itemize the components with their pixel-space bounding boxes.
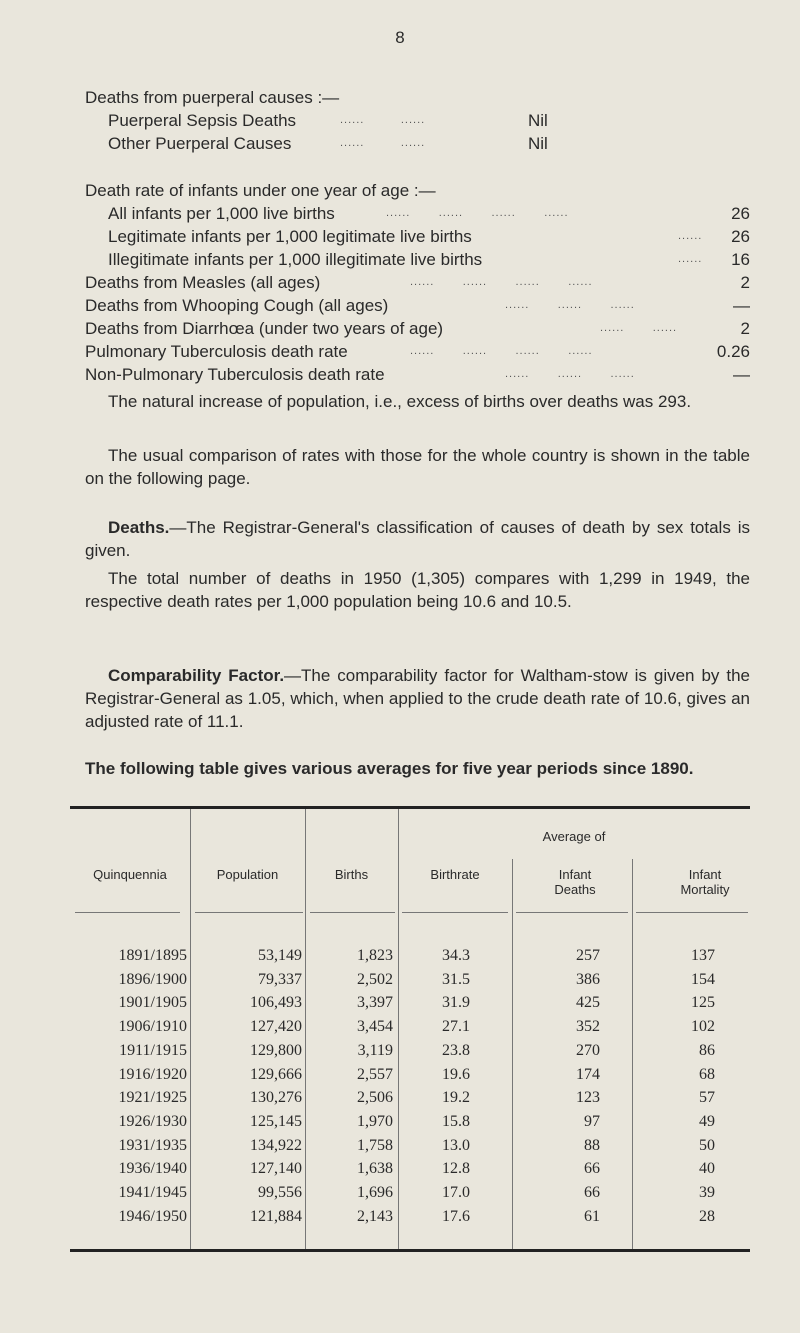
table-cell: 2,143 bbox=[357, 1207, 393, 1225]
column-header: Population bbox=[216, 867, 279, 882]
table-cell: 1916/1920 bbox=[118, 1065, 187, 1083]
item-value: 2 bbox=[740, 319, 750, 338]
table-row bbox=[70, 991, 750, 1014]
item-label: Other Puerperal Causes bbox=[108, 134, 292, 153]
table-cell: 19.6 bbox=[442, 1065, 470, 1083]
infant-rate-heading: Death rate of infants under one year of age :— bbox=[85, 181, 436, 200]
item-value: — bbox=[733, 365, 750, 384]
paragraph-text: The usual comparison of rates with those for the whole country is shown in the table on the following page. bbox=[85, 446, 750, 488]
table-row bbox=[70, 1134, 750, 1157]
table-cell: 121,884 bbox=[250, 1207, 302, 1225]
table-cell: 1896/1900 bbox=[118, 970, 187, 988]
list-item bbox=[85, 317, 750, 340]
table-cell: 1,638 bbox=[357, 1160, 393, 1178]
table-cell: 1,970 bbox=[357, 1112, 393, 1130]
table-cell: 1946/1950 bbox=[118, 1207, 187, 1225]
column-header: Births bbox=[334, 867, 369, 882]
rule bbox=[195, 912, 303, 913]
page-number: 8 bbox=[395, 28, 405, 47]
table-cell: 97 bbox=[584, 1112, 600, 1130]
table-cell: 3,119 bbox=[357, 1041, 393, 1059]
table-cell: 1936/1940 bbox=[118, 1160, 187, 1178]
item-label: Illegitimate infants per 1,000 illegitimate live births bbox=[108, 250, 483, 269]
rule bbox=[75, 912, 180, 913]
paragraph-text: The natural increase of population, i.e., excess of births over deaths was 293. bbox=[108, 392, 692, 411]
table-cell: 154 bbox=[691, 970, 715, 988]
item-value: — bbox=[733, 296, 750, 315]
paragraph bbox=[85, 664, 750, 733]
table-cell: 79,337 bbox=[258, 970, 302, 988]
leader-dots: ...... ...... bbox=[600, 322, 678, 334]
table-cell: 31.9 bbox=[442, 994, 470, 1012]
table-row bbox=[70, 1157, 750, 1180]
table-cell: 23.8 bbox=[442, 1041, 470, 1059]
table-cell: 2,506 bbox=[357, 1089, 393, 1107]
table-cell: 129,666 bbox=[250, 1065, 302, 1083]
table-cell: 127,140 bbox=[250, 1160, 302, 1178]
table-cell: 31.5 bbox=[442, 970, 470, 988]
item-value: 0.26 bbox=[716, 342, 750, 361]
table-cell: 123 bbox=[576, 1089, 600, 1107]
table-cell: 125 bbox=[691, 994, 715, 1012]
table-cell: 40 bbox=[699, 1160, 715, 1178]
item-value: 26 bbox=[731, 227, 750, 246]
table-cell: 28 bbox=[699, 1207, 715, 1225]
table-cell: 13.0 bbox=[442, 1136, 470, 1154]
list-item bbox=[108, 132, 750, 155]
item-label: Legitimate infants per 1,000 legitimate live births bbox=[108, 227, 472, 246]
column-header: Infant Deaths bbox=[554, 867, 596, 897]
table-cell: 352 bbox=[576, 1018, 600, 1036]
paragraph bbox=[85, 516, 750, 562]
table-row bbox=[70, 1039, 750, 1062]
rule bbox=[402, 912, 508, 913]
table-caption: The following table gives various averages for five year periods since 1890. bbox=[85, 759, 694, 778]
rule bbox=[310, 912, 395, 913]
item-label: Deaths from Whooping Cough (all ages) bbox=[85, 296, 389, 315]
table-cell: 386 bbox=[576, 970, 600, 988]
table-cell: 1941/1945 bbox=[118, 1184, 187, 1201]
table-cell: 1901/1905 bbox=[118, 994, 187, 1012]
table-cell: 53,149 bbox=[258, 947, 302, 964]
table-cell: 66 bbox=[584, 1184, 600, 1201]
table-cell: 2,557 bbox=[357, 1065, 393, 1083]
column-header: Infant Mortality bbox=[680, 867, 730, 897]
table-cell: 12.8 bbox=[442, 1160, 470, 1178]
table-row bbox=[70, 968, 750, 991]
table-cell: 1,823 bbox=[357, 947, 393, 964]
leader-dots: ...... ...... ...... ...... bbox=[386, 207, 569, 219]
rule bbox=[516, 912, 628, 913]
table-cell: 68 bbox=[699, 1065, 715, 1083]
list-item bbox=[85, 294, 750, 317]
list-item bbox=[108, 109, 750, 132]
table-cell: 88 bbox=[584, 1136, 600, 1154]
table-row bbox=[70, 1015, 750, 1038]
item-value: 2 bbox=[740, 273, 750, 292]
item-value: 16 bbox=[731, 250, 750, 269]
group-header: Average of bbox=[542, 829, 606, 844]
column-header: Birthrate bbox=[430, 867, 480, 882]
table-cell: 49 bbox=[699, 1112, 715, 1130]
table-cell: 34.3 bbox=[442, 947, 470, 964]
table-cell: 39 bbox=[699, 1184, 715, 1201]
table-row bbox=[70, 944, 750, 967]
table-cell: 27.1 bbox=[442, 1018, 470, 1036]
table-cell: 257 bbox=[576, 947, 600, 964]
leader-dots: ...... bbox=[678, 253, 703, 265]
averages-table bbox=[70, 806, 750, 1252]
table-cell: 15.8 bbox=[442, 1112, 470, 1130]
paragraph bbox=[85, 390, 750, 413]
table-cell: 2,502 bbox=[357, 970, 393, 988]
leader-dots: ...... ...... ...... ...... bbox=[410, 276, 593, 288]
table-cell: 19.2 bbox=[442, 1089, 470, 1107]
table-cell: 17.6 bbox=[442, 1207, 470, 1225]
leader-dots: ...... ...... bbox=[340, 114, 426, 126]
table-cell: 1906/1910 bbox=[118, 1018, 187, 1036]
table-cell: 106,493 bbox=[250, 994, 302, 1012]
item-label: Pulmonary Tuberculosis death rate bbox=[85, 342, 348, 361]
list-item bbox=[108, 225, 750, 248]
list-item bbox=[85, 340, 750, 363]
table-cell: 425 bbox=[576, 994, 600, 1012]
leader-dots: ...... ...... bbox=[340, 137, 426, 149]
table-cell: 174 bbox=[576, 1065, 600, 1083]
item-label: Deaths from Measles (all ages) bbox=[85, 273, 321, 292]
table-cell: 102 bbox=[691, 1018, 715, 1036]
item-value: Nil bbox=[528, 134, 548, 153]
table-row bbox=[70, 1063, 750, 1086]
item-value: Nil bbox=[528, 111, 548, 130]
table-cell: 1891/1895 bbox=[118, 947, 187, 964]
list-item bbox=[85, 363, 750, 386]
table-cell: 3,397 bbox=[357, 994, 393, 1012]
table-cell: 50 bbox=[699, 1136, 715, 1154]
rule bbox=[636, 912, 748, 913]
table-cell: 1,696 bbox=[357, 1184, 393, 1201]
table-cell: 125,145 bbox=[250, 1112, 302, 1130]
list-item bbox=[85, 271, 750, 294]
table-cell: 130,276 bbox=[250, 1089, 302, 1107]
table-cell: 17.0 bbox=[442, 1184, 470, 1201]
column-header: Quinquennia bbox=[93, 867, 167, 882]
table-cell: 57 bbox=[699, 1089, 715, 1107]
puerperal-heading: Deaths from puerperal causes :— bbox=[85, 88, 340, 107]
table-cell: 1926/1930 bbox=[118, 1112, 187, 1130]
list-item bbox=[108, 248, 750, 271]
paragraph-text: The total number of deaths in 1950 (1,305) compares with 1,299 in 1949, the respective death rates per 1,000 population being 10.6 and 10.5. bbox=[85, 569, 750, 611]
table-cell: 1,758 bbox=[357, 1136, 393, 1154]
table-cell: 3,454 bbox=[357, 1018, 393, 1036]
leader-dots: ...... ...... ...... ...... bbox=[410, 345, 593, 357]
table-cell: 1931/1935 bbox=[118, 1136, 187, 1154]
item-label: Deaths from Diarrhœa (under two years of age) bbox=[85, 319, 444, 338]
item-label: All infants per 1,000 live births bbox=[108, 204, 335, 223]
table-row bbox=[70, 1205, 750, 1228]
table-row bbox=[70, 1086, 750, 1109]
table-cell: 134,922 bbox=[250, 1136, 302, 1154]
table-row bbox=[70, 1181, 750, 1204]
paragraph bbox=[85, 567, 750, 613]
table-cell: 99,556 bbox=[258, 1184, 302, 1201]
paragraph-text: —The comparability factor for Waltham-stow is given by the Registrar-General as 1.05, which, when applied to the crude death rate of 10.6, gives an adjusted rate of 11.1. bbox=[85, 666, 750, 731]
item-label: Puerperal Sepsis Deaths bbox=[108, 111, 297, 130]
paragraph-lead: Comparability Factor. bbox=[108, 666, 285, 685]
paragraph-text: —The Registrar-General's classification of causes of death by sex totals is given. bbox=[85, 518, 750, 560]
paragraph-lead: Deaths. bbox=[108, 518, 170, 537]
item-label: Non-Pulmonary Tuberculosis death rate bbox=[85, 365, 385, 384]
leader-dots: ...... ...... ...... bbox=[505, 299, 635, 311]
leader-dots: ...... ...... ...... bbox=[505, 368, 635, 380]
table-cell: 137 bbox=[691, 947, 715, 964]
table-cell: 1911/1915 bbox=[119, 1041, 187, 1059]
list-item bbox=[108, 202, 750, 225]
table-cell: 129,800 bbox=[250, 1041, 302, 1059]
table-cell: 61 bbox=[584, 1207, 600, 1225]
table-cell: 86 bbox=[699, 1041, 715, 1059]
table-cell: 1921/1925 bbox=[118, 1089, 187, 1107]
paragraph bbox=[85, 444, 750, 490]
table-cell: 127,420 bbox=[250, 1018, 302, 1036]
item-value: 26 bbox=[731, 204, 750, 223]
leader-dots: ...... bbox=[678, 230, 703, 242]
table-cell: 66 bbox=[584, 1160, 600, 1178]
table-row bbox=[70, 1110, 750, 1133]
table-cell: 270 bbox=[576, 1041, 600, 1059]
